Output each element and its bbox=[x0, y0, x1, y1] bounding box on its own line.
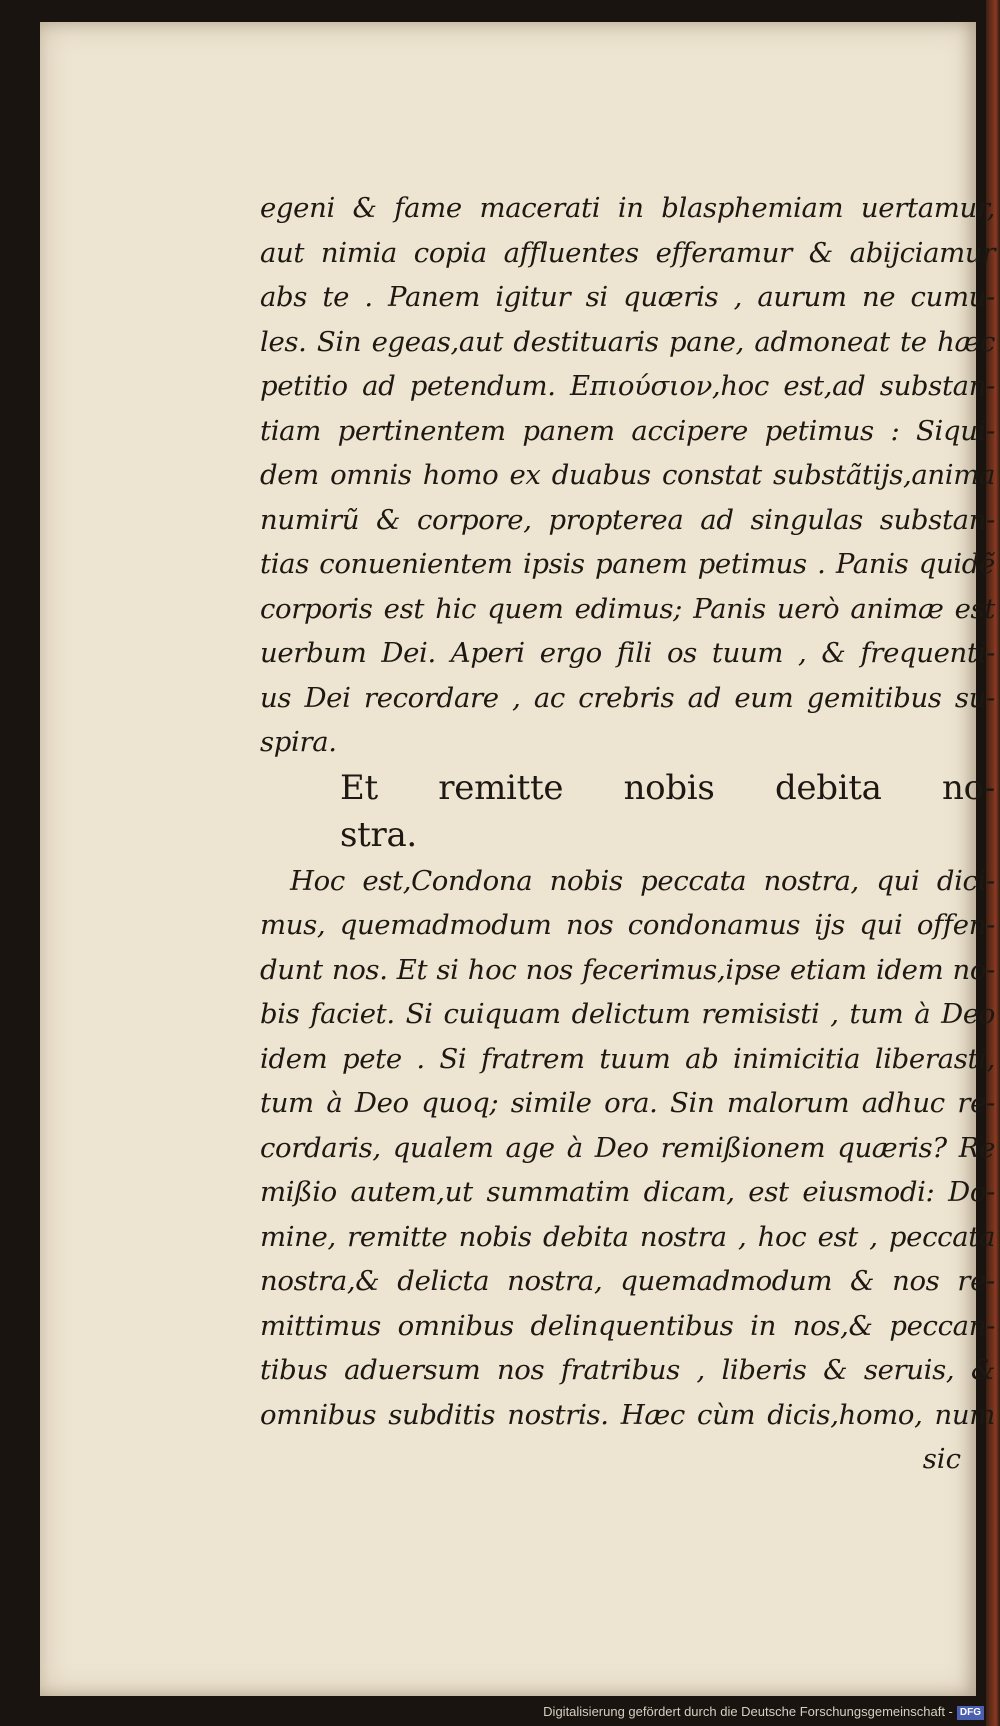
text-line: cordaris, qualem age à Deo remißionem quæris? Re bbox=[260, 1131, 995, 1164]
text-line: dunt nos. Et si hoc nos fecerimus,ipse etiam idem no- bbox=[260, 953, 995, 986]
text-line: aut nimia copia affluentes efferamur & abijciamur bbox=[260, 236, 995, 269]
credit-text: Digitalisierung gefördert durch die Deutsche Forschungsgemeinschaft - bbox=[543, 1704, 953, 1719]
catchword: sic bbox=[922, 1443, 961, 1475]
section-heading bbox=[260, 765, 995, 859]
text-line: omnibus subditis nostris. Hæc cùm dicis,homo, num bbox=[260, 1398, 995, 1431]
text-line: petitio ad petendum. Επιούσιον,hoc est,ad substan- bbox=[260, 370, 995, 402]
text-line: egeni & fame macerati in blasphemiam uertamur, bbox=[260, 192, 995, 224]
text-line: tibus aduersum nos fratribus , liberis & seruis, & bbox=[260, 1354, 995, 1386]
digitization-credit bbox=[0, 1698, 984, 1726]
heading-line: Et remitte nobis debita no- bbox=[340, 767, 995, 808]
paragraph-2 bbox=[260, 859, 995, 1438]
text-line: mus, quemadmodum nos condonamus ijs qui offen- bbox=[260, 909, 995, 941]
text-line: dem omnis homo ex duabus constat substãtijs,anima bbox=[260, 459, 995, 491]
text-block bbox=[260, 186, 995, 1482]
text-line: us Dei recordare , ac crebris ad eum gemitibus su- bbox=[260, 681, 995, 714]
text-line: mine, remitte nobis debita nostra , hoc est , peccata bbox=[260, 1220, 995, 1253]
text-line: uerbum Dei. Aperi ergo fili os tuum , & frequenti- bbox=[260, 637, 995, 669]
paragraph-1 bbox=[260, 186, 995, 765]
text-line: mittimus omnibus delinquentibus in nos,& peccan- bbox=[260, 1309, 995, 1342]
text-line: tiam pertinentem panem accipere petimus : Siqui- bbox=[260, 414, 995, 447]
text-line: idem pete . Si fratrem tuum ab inimicitia liberasti, bbox=[260, 1042, 995, 1075]
text-line: Hoc est,Condona nobis peccata nostra, qui dici- bbox=[290, 864, 995, 897]
text-line: numirũ & corpore, propterea ad singulas substan- bbox=[260, 503, 995, 536]
text-line: bis faciet. Si cuiquam delictum remisisti , tum à Deo bbox=[260, 998, 995, 1030]
text-line: corporis est hic quem edimus; Panis uerò animæ est bbox=[260, 592, 995, 625]
text-line: les. Sin egeas,aut destituaris pane, admoneat te hæc bbox=[260, 325, 995, 358]
text-line: mißio autem,ut summatim dicam, est eiusmodi: Do- bbox=[260, 1176, 995, 1208]
text-line: abs te . Panem igitur si quæris , aurum ne cumu- bbox=[260, 281, 995, 313]
dfg-logo-badge: DFG bbox=[957, 1706, 984, 1720]
text-line: spira. bbox=[260, 726, 337, 758]
heading-line: stra. bbox=[340, 814, 417, 855]
text-line: nostra,& delicta nostra, quemadmodum & nos re- bbox=[260, 1265, 995, 1297]
text-line: tum à Deo quoq; simile ora. Sin malorum adhuc re- bbox=[260, 1087, 995, 1119]
text-line: tias conuenientem ipsis panem petimus . Panis quidẽ bbox=[260, 548, 995, 580]
book-page bbox=[40, 22, 995, 1696]
